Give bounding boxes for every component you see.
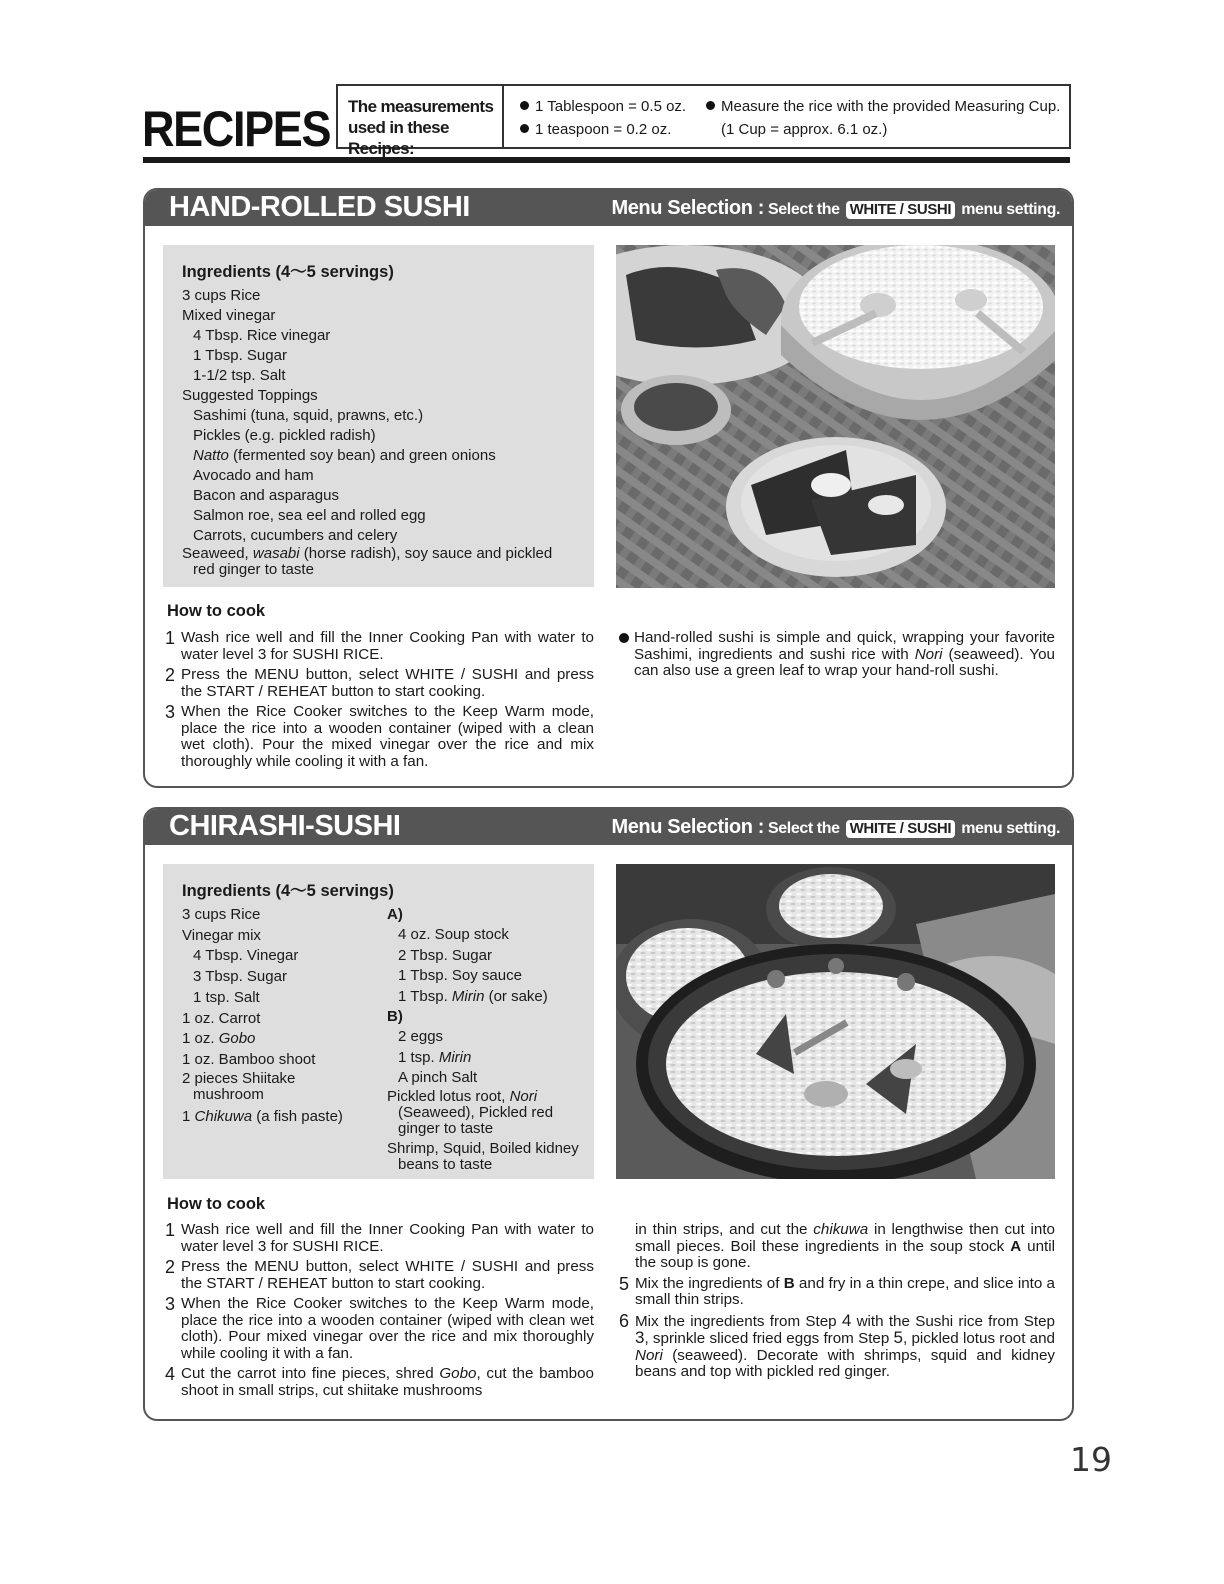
chirashi-sushi-photo (616, 864, 1055, 1179)
ingredient-item: Sashimi (tuna, squid, prawns, etc.) (193, 407, 424, 424)
ingredient-item: 4 oz. Soup stock (398, 926, 509, 944)
nori-term: Nori (914, 645, 943, 663)
ingredient-item: 1 oz. Carrot (182, 1009, 261, 1027)
bullet-icon (520, 101, 529, 110)
bullet-icon (520, 124, 529, 133)
ingredients-title: Ingredients (4～5 servings) (182, 882, 394, 900)
ingredient-item: 4 Tbsp. Vinegar (193, 947, 299, 965)
cooking-step: 2 Press the MENU button, select WHITE / SUSHI and press the START / REHEAT button to start cooking. (165, 665, 594, 700)
teaspoon-text: 1 teaspoon = 0.2 oz. (535, 121, 672, 138)
s4c-mid: in lengthwise then cut into small pieces. Boil these ingredients in the soup stock (635, 1221, 1055, 1255)
menu-selection (611, 816, 1060, 839)
chikuwa-term: chikuwa (813, 1221, 869, 1238)
measure-note-line1: Measure the rice with the provided Measuring Cup. (721, 98, 1061, 115)
menu-selection (611, 197, 1060, 220)
cooking-step: 2 Press the MENU button, select WHITE / SUSHI and press the START / REHEAT button to start cooking. (165, 1257, 594, 1292)
note-post: (seaweed). You can also use a green leaf to wrap your hand-roll sushi. (634, 645, 1055, 679)
ingredient-item: Salmon roe, sea eel and rolled egg (193, 507, 426, 524)
chirashi-sushi-image (616, 864, 1055, 1179)
s4-post: , cut the bamboo shoot in small strips, cut shiitake mushrooms (181, 1365, 594, 1399)
ingredient-item: 1-1/2 tsp. Salt (193, 367, 286, 384)
s6-mid1: with the Sushi rice from Step (851, 1312, 1055, 1330)
step-text (635, 1222, 1055, 1272)
s6-post: (seaweed). Decorate with shrimps, squid and kidney beans and top with pickled red ginger. (635, 1346, 1055, 1380)
menu-selection-post: menu setting. (961, 820, 1060, 837)
ingredient-group-a: A) (387, 906, 403, 923)
chikuwa-term: Chikuwa (194, 1107, 253, 1125)
ingredient-item: 1 oz. Bamboo shoot (182, 1050, 316, 1068)
menu-selection-label: Menu Selection : (611, 197, 764, 219)
ingredient-item (182, 546, 594, 578)
ingredients-box (163, 245, 594, 587)
ingredient-item (182, 1029, 382, 1050)
s5-pre: Mix the ingredients of (635, 1274, 784, 1292)
menu-selection-pre: Select the (768, 201, 840, 218)
s4c-pre: in thin strips, and cut the (635, 1221, 814, 1238)
ingredient-item: 3 cups Rice (182, 287, 261, 304)
page-number: 19 (1070, 1440, 1112, 1479)
menu-selection-label: Menu Selection : (611, 816, 764, 838)
s6-mid2: , sprinkle sliced fried eggs from Step (644, 1330, 894, 1347)
note-pre: Hand-rolled sushi is simple and quick, wrapping your favorite Sashimi, ingredients and sushi rice with (634, 629, 1055, 663)
ingredient-item: 3 cups Rice (182, 906, 261, 923)
cooking-steps-right (619, 1222, 1055, 1385)
page-title: RECIPES (142, 101, 331, 157)
mirin-term: Mirin (451, 987, 485, 1005)
step-ref: 5 (893, 1328, 904, 1347)
measure-note-line2: (1 Cup = approx. 6.1 oz.) (721, 121, 888, 138)
cooking-step: 5 Mix the ingredients of B and fry in a thin crepe, and slice into a small thin strips. (619, 1273, 1055, 1308)
mirin2-pre: 1 tsp. (398, 1048, 439, 1066)
cooking-step: 1 Wash rice well and fill the Inner Cooking Pan with water to water level 3 for SUSHI RICE. (165, 628, 594, 663)
cooking-step: 6 Mix the ingredients from Step 4 with the Sushi rice from Step 3, sprinkle sliced fried eggs from Step 5, pickled lotus root and Nori (seaweed). Decorate with shrimps, squid and kidney beans and top with pickled red ginger. (619, 1310, 1056, 1380)
measurements-label-line2: used in these Recipes: (348, 118, 449, 158)
cooking-steps-left (165, 1222, 594, 1403)
chikuwa-post: (a fish paste) (252, 1107, 343, 1125)
step-text: Wash rice well and fill the Inner Cooking Pan with water to water level 3 for SUSHI RICE. (181, 629, 594, 663)
ingredients-box (163, 864, 594, 1179)
step-text (181, 1366, 594, 1399)
menu-setting-chip: WHITE / SUSHI (846, 201, 955, 219)
header-rule (143, 157, 1070, 163)
mirin-post: (or sake) (484, 987, 548, 1005)
step-text (635, 1310, 1056, 1381)
wasabi-term: wasabi (252, 545, 300, 562)
hand-rolled-sushi-photo (616, 245, 1055, 588)
recipe-note (619, 630, 1055, 680)
lotus-post: (Seaweed), Pickled red ginger to taste (398, 1103, 554, 1137)
ingredient-group-b: B) (387, 1008, 403, 1026)
group-a-ref: A (1010, 1237, 1022, 1255)
menu-selection-post: menu setting. (961, 201, 1060, 218)
how-to-cook-heading: How to cook (167, 602, 266, 620)
measurements-spoons (504, 86, 690, 147)
natto-desc: (fermented soy bean) and green onions (228, 447, 496, 464)
recipe-title: CHIRASHI-SUSHI (169, 810, 401, 842)
s4c-post: until the soup is gone. (635, 1237, 1055, 1271)
menu-selection-pre: Select the (768, 820, 840, 837)
measure-note (706, 95, 1069, 118)
tablespoon-measure (520, 95, 690, 118)
ingredient-item: 3 Tbsp. Sugar (193, 968, 287, 986)
mirin-pre: 1 Tbsp. (398, 987, 452, 1005)
ingredient-item: 2 Tbsp. Sugar (398, 946, 492, 964)
s4-pre: Cut the carrot into fine pieces, shred (181, 1365, 440, 1382)
ingredient-item: Carrots, cucumbers and celery (193, 527, 398, 544)
ingredient-item (182, 446, 594, 466)
step-text: Press the MENU button, select WHITE / SUSHI and press the START / REHEAT button to start cooking. (181, 1258, 594, 1292)
gobo-term: Gobo (439, 1365, 477, 1382)
group-b-ref: B (783, 1274, 795, 1292)
ingredient-item: Pickles (e.g. pickled radish) (193, 427, 376, 444)
seaweed-post: (horse radish), soy sauce and pickled red ginger to taste (193, 545, 553, 578)
recipe-header (145, 809, 1072, 845)
step-text: When the Rice Cooker switches to the Keep Warm mode, place the rice into a wooden container (wiped with a clean wet cloth). Pour the mixed vinegar over the rice and mix thoroughly while cooling it with a fan. (181, 703, 594, 770)
nori-term: Nori (635, 1346, 663, 1364)
cooking-step: 3 When the Rice Cooker switches to the Keep Warm mode, place the rice into a wooden container (wiped with clean wet cloth). Pour mixed vinegar over the rice and mix thoroughly while cooling it with a fan. (165, 1294, 594, 1362)
ingredient-item: Shrimp, Squid, Boiled kidney beans to taste (387, 1139, 579, 1173)
menu-setting-chip: WHITE / SUSHI (846, 820, 955, 838)
step-text: When the Rice Cooker switches to the Keep Warm mode, place the rice into a wooden container (wiped with clean wet cloth). Pour mixed vinegar over the rice and mix thoroughly while cooling it with a fan. (181, 1295, 594, 1362)
cooking-step: 1 Wash rice well and fill the Inner Cooking Pan with water to water level 3 for SUSHI RICE. (165, 1220, 594, 1255)
ingredient-item: 1 tsp. Salt (193, 988, 260, 1006)
nori-term: Nori (509, 1087, 538, 1105)
ingredient-item: 2 eggs (398, 1028, 444, 1046)
ingredient-item: Avocado and ham (193, 467, 314, 484)
recipe-hand-rolled-sushi (143, 188, 1074, 788)
bullet-icon (619, 630, 634, 680)
how-to-cook-heading: How to cook (167, 1195, 266, 1213)
seaweed-pre: Seaweed, (182, 545, 253, 562)
ingredient-item: 2 pieces Shiitake mushroom (182, 1069, 296, 1103)
step-ref: 3 (635, 1328, 645, 1347)
ingredient-item (387, 1089, 583, 1137)
ingredient-item: 1 Tbsp. Sugar (193, 347, 287, 364)
measurements-cup (690, 86, 1069, 147)
ingredient-item: A pinch Salt (398, 1069, 478, 1087)
tablespoon-text: 1 Tablespoon = 0.5 oz. (535, 98, 687, 115)
s6-mid3: , pickled lotus root and (903, 1330, 1056, 1347)
ingredient-item: 4 Tbsp. Rice vinegar (193, 327, 331, 344)
ingredient-item: Bacon and asparagus (193, 487, 339, 504)
gobo-term: Gobo (218, 1030, 256, 1048)
ingredient-item: Vinegar mix (182, 926, 261, 944)
teaspoon-measure (520, 118, 690, 141)
natto-term: Natto (193, 447, 229, 464)
ingredient-item: 1 Tbsp. Soy sauce (398, 967, 522, 985)
ingredient-item (387, 1048, 587, 1068)
hand-rolled-sushi-image (616, 245, 1055, 588)
s6-pre: Mix the ingredients from Step (635, 1312, 842, 1330)
ingredient-item (182, 1107, 382, 1128)
ingredient-item: Mixed vinegar (182, 307, 276, 324)
ingredient-item (387, 987, 587, 1007)
chikuwa-pre: 1 (182, 1107, 195, 1125)
cooking-step: 3 When the Rice Cooker switches to the Keep Warm mode, place the rice into a wooden container (wiped with a clean wet cloth). Pour the mixed vinegar over the rice and mix thoroughly while cooling it with a fan. (165, 702, 594, 770)
lotus-pre: Pickled lotus root, (387, 1087, 510, 1105)
ingredient-item: Suggested Toppings (182, 387, 318, 404)
measurements-label (338, 86, 504, 158)
recipe-header (145, 190, 1072, 226)
note-text (634, 630, 1055, 680)
step-text: Press the MENU button, select WHITE / SUSHI and press the START / REHEAT button to start cooking. (181, 666, 594, 700)
mirin2-term: Mirin (438, 1048, 472, 1066)
cooking-step: 4 Cut the carrot into fine pieces, shred Gobo, cut the bamboo shoot in small strips, cut shiitake mushrooms (165, 1364, 594, 1399)
cooking-step-continued (619, 1222, 1055, 1272)
ingredients-left-column (182, 905, 382, 1127)
gobo-pre: 1 oz. (182, 1030, 219, 1048)
recipe-title: HAND-ROLLED SUSHI (169, 191, 470, 223)
recipe-chirashi-sushi (143, 807, 1074, 1421)
s5-post: and fry in a thin crepe, and slice into a small thin strips. (635, 1274, 1055, 1308)
step-ref: 4 (841, 1310, 852, 1330)
step-text (635, 1276, 1055, 1309)
ingredients-right-column (387, 905, 587, 1177)
measurements-label-line1: The measurements (348, 97, 494, 116)
cooking-steps (165, 630, 594, 774)
bullet-icon (706, 101, 715, 110)
ingredients-title: Ingredients (4～5 servings) (182, 263, 394, 281)
step-text: Wash rice well and fill the Inner Cooking Pan with water to water level 3 for SUSHI RICE. (181, 1221, 594, 1255)
measurements-box (336, 84, 1071, 158)
